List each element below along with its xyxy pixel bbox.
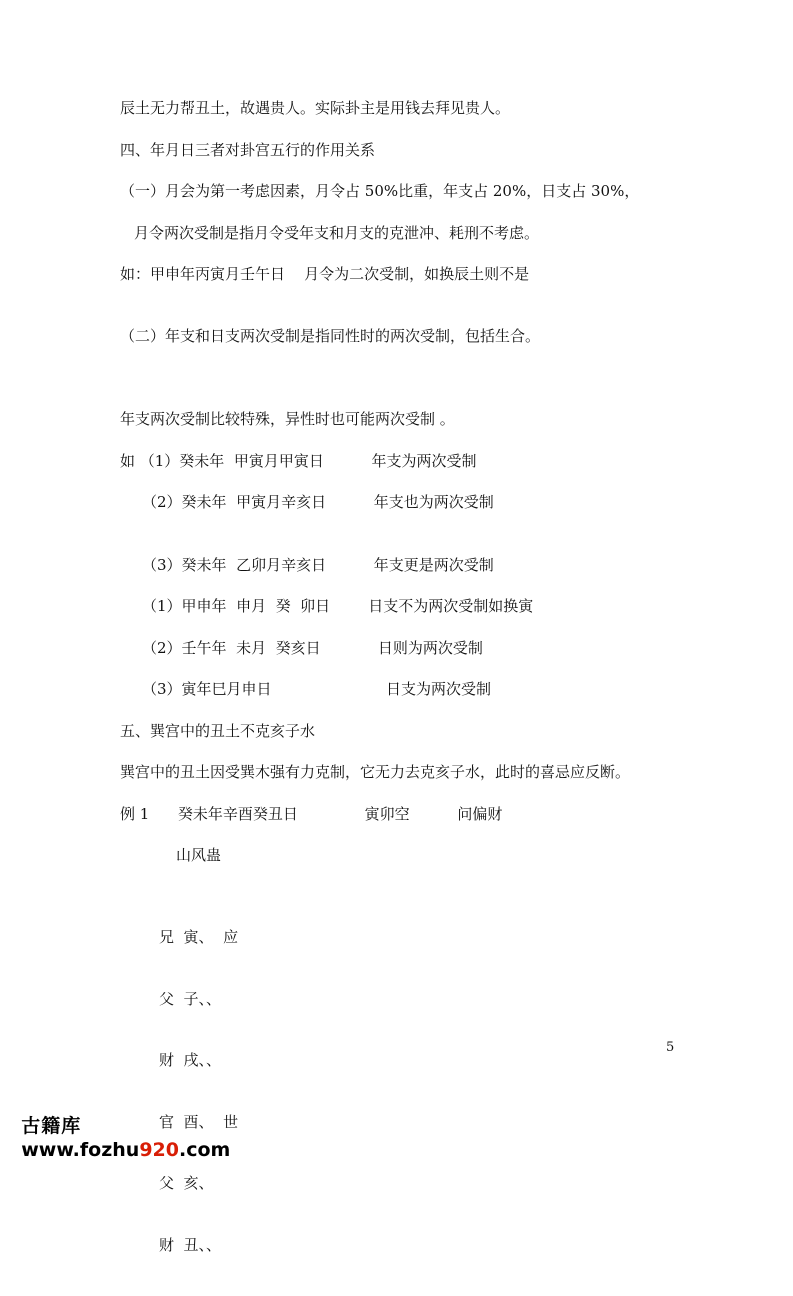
hexagram-line: 兄 寅、 应 <box>159 928 239 946</box>
url-prefix: www.fozhu <box>21 1139 140 1161</box>
section-heading-5: 五、巽宫中的丑土不克亥子水 <box>120 722 316 740</box>
site-logo: 古籍库 <box>21 1115 82 1137</box>
hexagram-name: 山风蛊 <box>176 846 222 864</box>
text-line-10: （3）癸未年 乙卯月辛亥日 年支更是两次受制 <box>142 556 494 574</box>
hexagram-line: 父 亥、 <box>159 1174 214 1192</box>
text-line-6: （二）年支和日支两次受制是指同性时的两次受制，包括生合。 <box>120 327 541 345</box>
section-heading-4: 四、年月日三者对卦宫五行的作用关系 <box>120 141 376 159</box>
site-footer <box>8 1090 230 1162</box>
text-line-4: 月令两次受制是指月令受年支和月支的克泄冲、耗刑不考虑。 <box>134 224 540 242</box>
page-number: 5 <box>666 1040 675 1055</box>
hexagram-line: 财 丑、、 <box>159 1235 222 1254</box>
hexagram-line: 官 酉、 世 <box>159 1112 239 1131</box>
hexagram-line: 财 戌、、 <box>159 1051 222 1069</box>
text-line-5: 如：甲申年丙寅月壬午日 月令为二次受制，如换辰土则不是 <box>120 265 530 283</box>
text-line-12: （2）壬午年 未月 癸亥日 日则为两次受制 <box>142 639 483 657</box>
text-line-13: （3）寅年巳月申日 日支为两次受制 <box>142 680 491 698</box>
example-line: 例 1 癸未年辛酉癸丑日 寅卯空 问偏财 <box>120 805 503 823</box>
site-url[interactable] <box>21 1139 230 1161</box>
text-line-11: （1）甲申年 申月 癸 卯日 日支不为两次受制如换寅 <box>142 597 534 615</box>
url-number: 920 <box>139 1139 179 1161</box>
text-line-1: 辰土无力帮丑土，故遇贵人。实际卦主是用钱去拜见贵人。 <box>120 99 511 117</box>
text-line-15: 巽宫中的丑土因受巽木强有力克制，它无力去克亥子水，此时的喜忌应反断。 <box>120 763 631 781</box>
url-suffix: .com <box>179 1139 231 1161</box>
text-line-9: （2）癸未年 甲寅月辛亥日 年支也为两次受制 <box>142 493 494 511</box>
text-line-8: 如 （1）癸未年 甲寅月甲寅日 年支为两次受制 <box>120 452 477 470</box>
hexagram-line: 父 子、、 <box>159 989 222 1008</box>
text-line-7: 年支两次受制比较特殊，异性时也可能两次受制 。 <box>120 410 455 428</box>
text-line-3: （一）月会为第一考虑因素，月令占 50%比重，年支占 20%，日支占 30%， <box>120 182 640 200</box>
